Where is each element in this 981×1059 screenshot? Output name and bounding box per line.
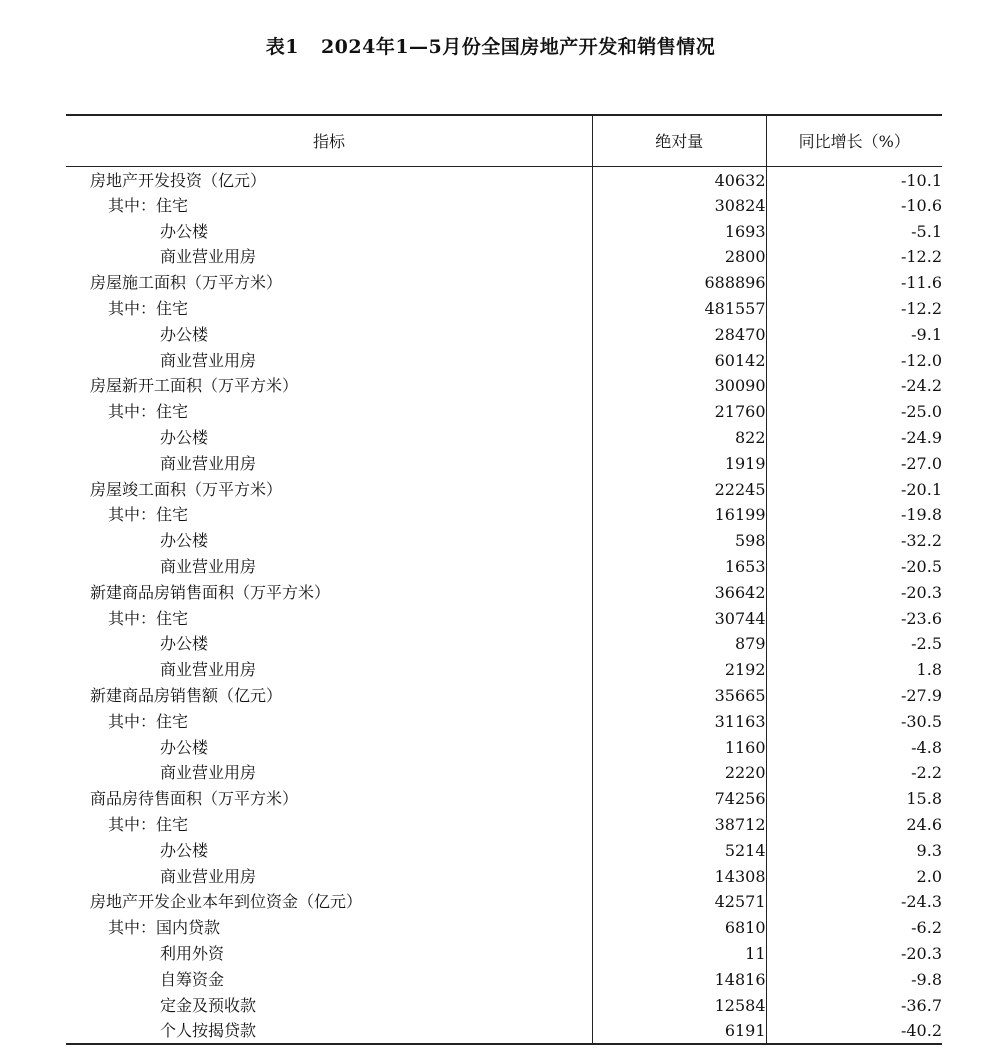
row-indicator-label: 商品房待售面积（万平方米） xyxy=(90,789,299,809)
row-absolute-value: 14308 xyxy=(593,863,767,889)
row-indicator-label: 办公楼 xyxy=(160,324,209,344)
row-yoy-growth: -12.2 xyxy=(766,296,942,322)
row-yoy-growth: -6.2 xyxy=(766,915,942,941)
row-yoy-growth: -32.2 xyxy=(766,528,942,554)
statistics-table xyxy=(66,114,942,1045)
row-absolute-value: 31163 xyxy=(593,708,767,734)
row-indicator-label: 商业营业用房 xyxy=(160,350,257,370)
row-absolute-value: 879 xyxy=(593,631,767,657)
table-row xyxy=(66,579,942,605)
row-yoy-growth: -12.0 xyxy=(766,347,942,373)
row-yoy-growth: -36.7 xyxy=(766,992,942,1018)
table-row xyxy=(66,399,942,425)
table-row xyxy=(66,476,942,502)
row-yoy-growth: -19.8 xyxy=(766,502,942,528)
table-row xyxy=(66,1018,942,1044)
table-row xyxy=(66,889,942,915)
row-indicator-label: 房地产开发投资（亿元） xyxy=(90,170,267,190)
row-absolute-value: 688896 xyxy=(593,270,767,296)
table-body xyxy=(66,166,942,1044)
row-yoy-growth: -9.1 xyxy=(766,321,942,347)
row-yoy-growth: 9.3 xyxy=(766,837,942,863)
table-row xyxy=(66,786,942,812)
row-absolute-value: 481557 xyxy=(593,296,767,322)
row-absolute-value: 598 xyxy=(593,528,767,554)
row-yoy-growth: -27.9 xyxy=(766,683,942,709)
row-absolute-value: 12584 xyxy=(593,992,767,1018)
row-yoy-growth: -2.5 xyxy=(766,631,942,657)
row-absolute-value: 2800 xyxy=(593,244,767,270)
row-yoy-growth: -2.2 xyxy=(766,760,942,786)
row-yoy-growth: -30.5 xyxy=(766,708,942,734)
table-row xyxy=(66,347,942,373)
table-row xyxy=(66,837,942,863)
table-row xyxy=(66,296,942,322)
row-indicator-label: 新建商品房销售额（亿元） xyxy=(90,686,283,706)
table-row xyxy=(66,554,942,580)
row-absolute-value: 21760 xyxy=(593,399,767,425)
row-yoy-growth: -24.3 xyxy=(766,889,942,915)
row-absolute-value: 30090 xyxy=(593,373,767,399)
row-absolute-value: 2192 xyxy=(593,657,767,683)
table-row xyxy=(66,193,942,219)
row-indicator-label: 房屋施工面积（万平方米） xyxy=(90,273,283,293)
row-absolute-value: 28470 xyxy=(593,321,767,347)
table-row xyxy=(66,425,942,451)
row-absolute-value: 14816 xyxy=(593,966,767,992)
table-row xyxy=(66,244,942,270)
table-row xyxy=(66,166,942,193)
table-row xyxy=(66,966,942,992)
header-row xyxy=(66,115,942,166)
row-yoy-growth: -10.1 xyxy=(766,166,942,193)
row-yoy-growth: -20.3 xyxy=(766,941,942,967)
table-row xyxy=(66,992,942,1018)
row-yoy-growth: 1.8 xyxy=(766,657,942,683)
row-indicator-label: 其中：住宅 xyxy=(108,815,189,835)
table-row xyxy=(66,760,942,786)
table-row xyxy=(66,605,942,631)
row-indicator-label: 定金及预收款 xyxy=(160,995,257,1015)
row-yoy-growth: -40.2 xyxy=(766,1018,942,1044)
row-absolute-value: 22245 xyxy=(593,476,767,502)
row-indicator-label: 其中：住宅 xyxy=(108,299,189,319)
row-absolute-value: 6810 xyxy=(593,915,767,941)
table-row xyxy=(66,812,942,838)
row-yoy-growth: -23.6 xyxy=(766,605,942,631)
row-indicator-label: 其中：住宅 xyxy=(108,195,189,215)
row-indicator-label: 办公楼 xyxy=(160,221,209,241)
row-absolute-value: 42571 xyxy=(593,889,767,915)
row-absolute-value: 30824 xyxy=(593,193,767,219)
row-yoy-growth: -20.1 xyxy=(766,476,942,502)
table-title xyxy=(0,32,981,59)
table-row xyxy=(66,734,942,760)
row-indicator-label: 房地产开发企业本年到位资金（亿元） xyxy=(90,892,363,912)
row-indicator-label: 商业营业用房 xyxy=(160,453,257,473)
row-yoy-growth: -20.5 xyxy=(766,554,942,580)
table-row xyxy=(66,683,942,709)
row-absolute-value: 30744 xyxy=(593,605,767,631)
table-row xyxy=(66,708,942,734)
row-indicator-label: 自筹资金 xyxy=(160,969,225,989)
row-absolute-value: 1653 xyxy=(593,554,767,580)
row-yoy-growth: -10.6 xyxy=(766,193,942,219)
header-yoy: 同比增长（%） xyxy=(766,115,942,166)
row-absolute-value: 35665 xyxy=(593,683,767,709)
row-indicator-label: 其中：国内贷款 xyxy=(108,918,221,938)
row-yoy-growth: 24.6 xyxy=(766,812,942,838)
table-row xyxy=(66,631,942,657)
row-indicator-label: 房屋新开工面积（万平方米） xyxy=(90,376,299,396)
row-yoy-growth: -20.3 xyxy=(766,579,942,605)
row-yoy-growth: -24.2 xyxy=(766,373,942,399)
row-indicator-label: 新建商品房销售面积（万平方米） xyxy=(90,582,331,602)
row-absolute-value: 822 xyxy=(593,425,767,451)
row-absolute-value: 38712 xyxy=(593,812,767,838)
table-number: 表1 xyxy=(265,36,299,58)
row-absolute-value: 40632 xyxy=(593,166,767,193)
row-indicator-label: 其中：住宅 xyxy=(108,608,189,628)
table-row xyxy=(66,657,942,683)
table-row xyxy=(66,218,942,244)
row-yoy-growth: -12.2 xyxy=(766,244,942,270)
table-title-text: 2024年1—5月份全国房地产开发和销售情况 xyxy=(320,36,716,58)
row-indicator-label: 办公楼 xyxy=(160,428,209,448)
row-absolute-value: 2220 xyxy=(593,760,767,786)
row-indicator-label: 房屋竣工面积（万平方米） xyxy=(90,479,283,499)
row-yoy-growth: -25.0 xyxy=(766,399,942,425)
row-indicator-label: 商业营业用房 xyxy=(160,247,257,267)
header-absolute: 绝对量 xyxy=(593,115,767,166)
row-absolute-value: 60142 xyxy=(593,347,767,373)
row-absolute-value: 11 xyxy=(593,941,767,967)
row-yoy-growth: 2.0 xyxy=(766,863,942,889)
table-row xyxy=(66,863,942,889)
row-absolute-value: 36642 xyxy=(593,579,767,605)
table-row xyxy=(66,941,942,967)
table-row xyxy=(66,450,942,476)
row-indicator-label: 办公楼 xyxy=(160,840,209,860)
row-indicator-label: 其中：住宅 xyxy=(108,711,189,731)
row-yoy-growth: -11.6 xyxy=(766,270,942,296)
row-indicator-label: 其中：住宅 xyxy=(108,505,189,525)
table-row xyxy=(66,502,942,528)
row-yoy-growth: -4.8 xyxy=(766,734,942,760)
row-absolute-value: 5214 xyxy=(593,837,767,863)
row-indicator-label: 商业营业用房 xyxy=(160,557,257,577)
row-indicator-label: 个人按揭贷款 xyxy=(66,1018,593,1044)
table-row xyxy=(66,915,942,941)
row-indicator-label: 办公楼 xyxy=(160,634,209,654)
row-indicator-label: 商业营业用房 xyxy=(160,866,257,886)
table-row xyxy=(66,270,942,296)
row-yoy-growth: 15.8 xyxy=(766,786,942,812)
row-absolute-value: 1160 xyxy=(593,734,767,760)
row-yoy-growth: -24.9 xyxy=(766,425,942,451)
row-indicator-label: 办公楼 xyxy=(160,737,209,757)
table-row xyxy=(66,321,942,347)
row-absolute-value: 1693 xyxy=(593,218,767,244)
row-indicator-label: 商业营业用房 xyxy=(160,660,257,680)
row-yoy-growth: -5.1 xyxy=(766,218,942,244)
table-row xyxy=(66,528,942,554)
row-absolute-value: 1919 xyxy=(593,450,767,476)
row-absolute-value: 6191 xyxy=(593,1018,767,1044)
row-absolute-value: 74256 xyxy=(593,786,767,812)
row-absolute-value: 16199 xyxy=(593,502,767,528)
row-indicator-label: 其中：住宅 xyxy=(108,402,189,422)
row-yoy-growth: -9.8 xyxy=(766,966,942,992)
header-indicator: 指标 xyxy=(66,115,593,166)
table-row xyxy=(66,373,942,399)
row-indicator-label: 商业营业用房 xyxy=(160,763,257,783)
row-indicator-label: 办公楼 xyxy=(160,531,209,551)
row-indicator-label: 利用外资 xyxy=(160,944,225,963)
row-yoy-growth: -27.0 xyxy=(766,450,942,476)
